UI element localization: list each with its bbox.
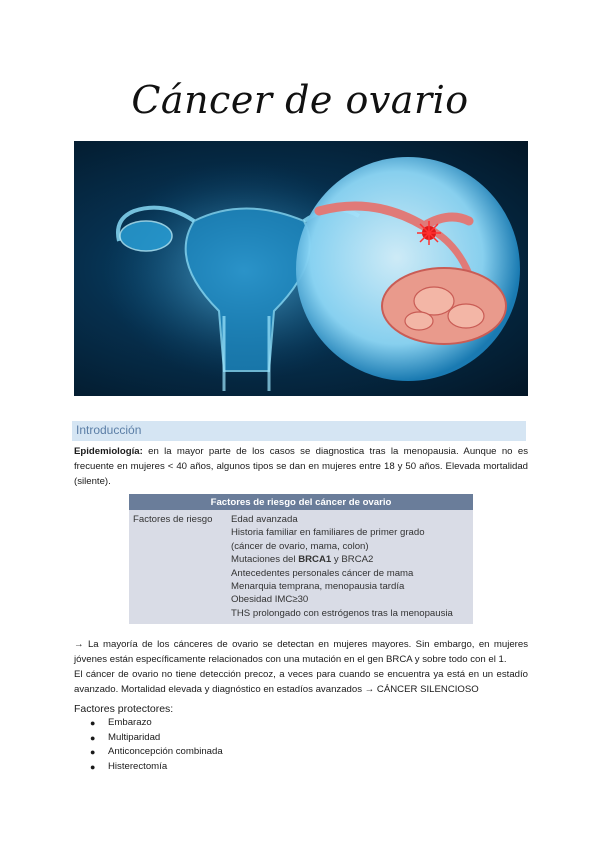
risk-item: Historia familiar en familiares de primer grado (231, 527, 425, 539)
risk-item: Antecedentes personales cáncer de mama (231, 567, 414, 579)
epidemiology-paragraph (74, 444, 528, 489)
mutations-prefix: Mutaciones del (231, 554, 299, 566)
risk-item: Obesidad IMC≥30 (231, 594, 309, 606)
list-item-label: Embarazo (108, 717, 152, 728)
list-item (74, 716, 223, 731)
list-item (74, 760, 223, 775)
section-heading: Introducción (76, 423, 142, 437)
risk-item: Edad avanzada (231, 514, 298, 525)
protective-factors-title: Factores protectores: (74, 703, 174, 715)
risk-item-mutations (231, 553, 469, 566)
ovary-illustration-graphic (74, 141, 528, 396)
bullet-icon: ● (90, 761, 96, 772)
ovary-illustration (74, 141, 528, 396)
list-item (74, 731, 223, 746)
epidemiology-text: en la mayor parte de los casos se diagnostica tras la menopausia. Aunque no es frecuente en mujeres < 40 años, algunos tipos se dan en mujeres entre 18 y 50 años. Elevada mortalidad (silente). (74, 446, 528, 487)
risk-table-items (227, 510, 473, 624)
risk-item: Menarquia temprana, menopausia tardía (231, 581, 405, 593)
notes-paragraph (74, 637, 528, 697)
risk-item: (cáncer de ovario, mama, colon) (231, 540, 369, 552)
bullet-icon: ● (90, 718, 96, 728)
list-item-label: Histerectomía (108, 760, 168, 772)
page-title: Cáncer de ovario (131, 78, 469, 122)
risk-table-header: Factores de riesgo del cáncer de ovario (129, 494, 473, 510)
note-silent: El cáncer de ovario no tiene detección precoz, a veces para cuando se encuentra ya está en un estadío avanzado. Mortalidad elevada y diagnóstico en estadíos avanzados → CÁNCER SILENCIOSO (74, 669, 528, 695)
risk-item: THS prolongado con estrógenos tras la menopausia (231, 607, 453, 619)
mutations-suffix: y BRCA2 (331, 554, 374, 566)
risk-table-row-label: Factores de riesgo (129, 510, 227, 624)
epidemiology-label: Epidemiología: (74, 446, 143, 457)
bullet-icon: ● (90, 732, 96, 743)
protective-factors-list (74, 716, 223, 774)
list-item-label: Multiparidad (108, 731, 161, 743)
bullet-icon: ● (90, 747, 96, 757)
section-header-introduction (72, 421, 526, 441)
list-item (74, 745, 223, 760)
note-brca: → La mayoría de los cánceres de ovario se detectan en mujeres mayores. Sin embargo, en mujeres jóvenes están específicamente relacionados con una mutación en el gen BRCA y sobre todo con el 1. (74, 639, 528, 665)
list-item-label: Anticoncepción combinada (108, 746, 223, 757)
mutations-brca1: BRCA1 (298, 554, 332, 566)
risk-factors-table (129, 494, 473, 624)
